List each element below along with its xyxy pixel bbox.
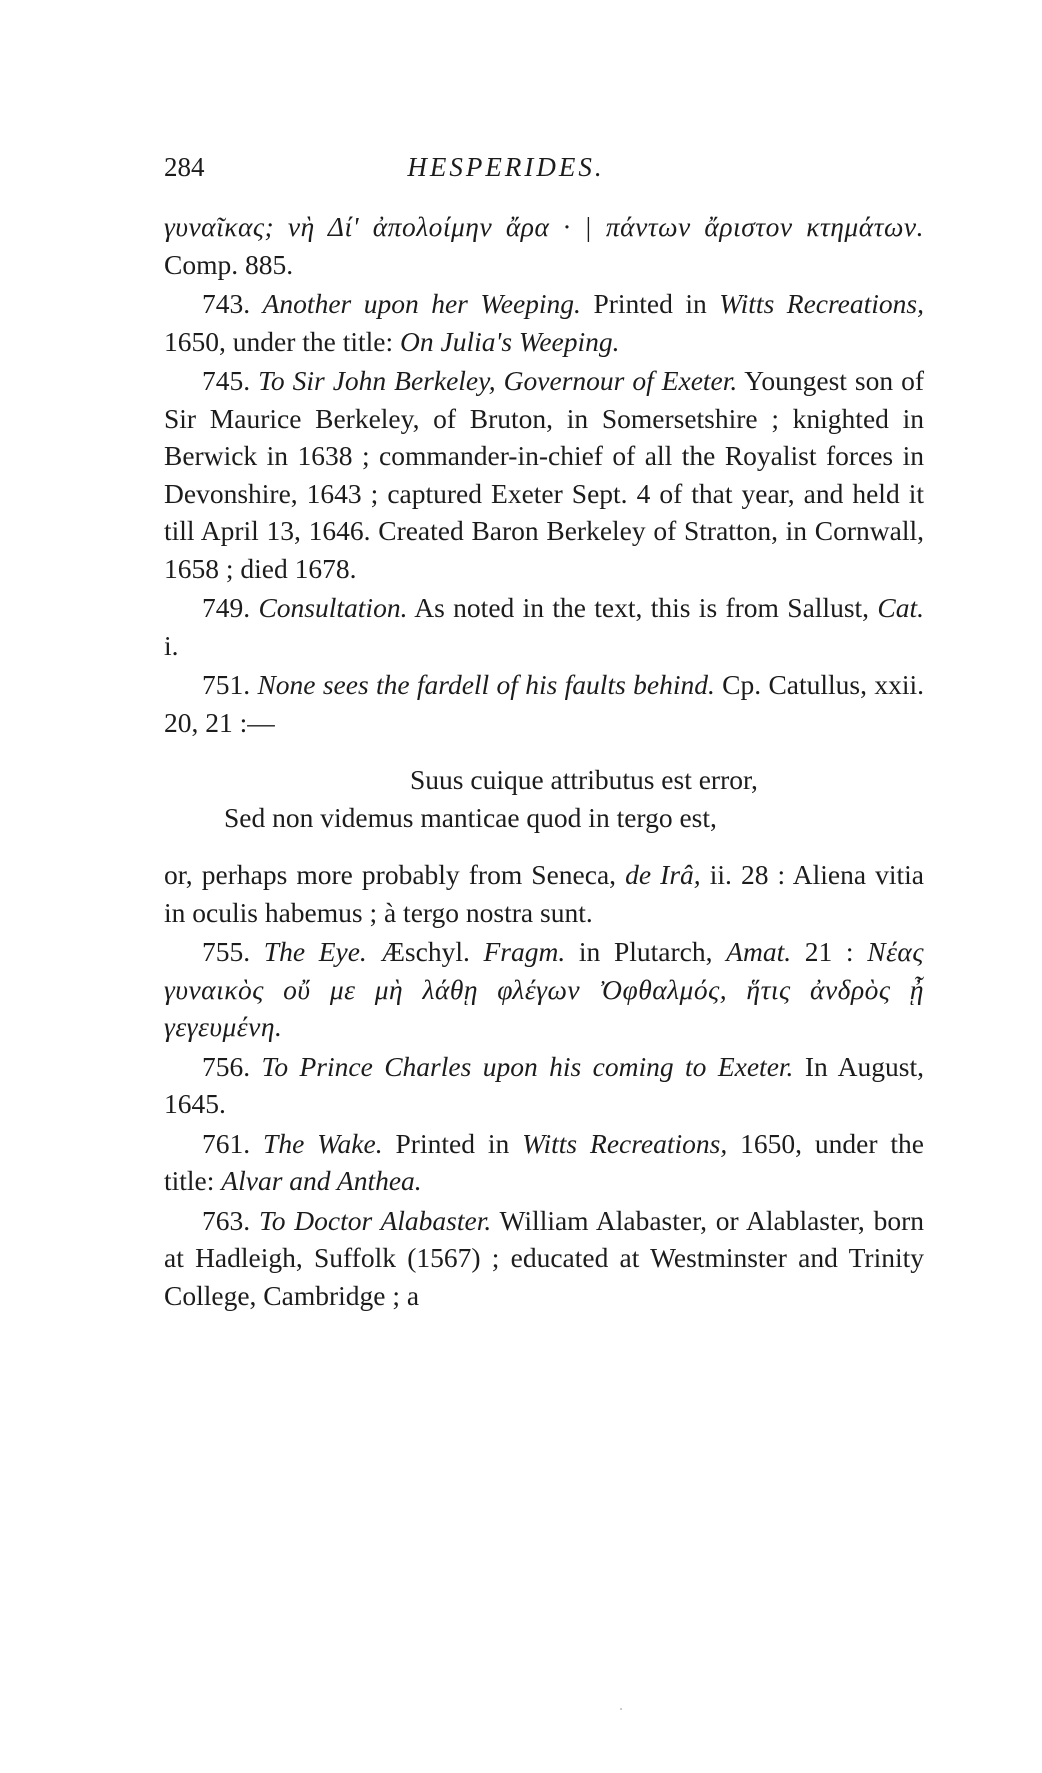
note-title: To Prince Charles upon his coming to Exeter.	[261, 1050, 794, 1082]
note-text: ii. 28 : Aliena vitia in oculis habemus ; à tergo nostra sunt.	[164, 859, 924, 928]
note-text: or, perhaps more probably from Seneca,	[164, 859, 626, 890]
note-number: 749.	[202, 592, 251, 623]
note-text: 1650, under the title:	[164, 325, 400, 357]
note-title: To Doctor Alabaster.	[258, 1204, 492, 1236]
reference: Fragm.	[483, 936, 566, 967]
source-title: Witts Recreations,	[719, 288, 924, 319]
reference: Cat.	[877, 592, 924, 623]
note-title: To Sir John Berkeley, Governour of Exeter.	[258, 365, 738, 396]
note-number: 743.	[202, 288, 251, 319]
verse-line: Sed non videmus manticae quod in tergo est,	[224, 801, 717, 833]
notes-body	[164, 208, 924, 1314]
note-number: 761.	[202, 1127, 251, 1159]
alternate-title: On Julia's Weeping.	[400, 325, 620, 357]
note-title: None sees the fardell of his faults behind.	[257, 669, 715, 700]
note-text: 21 :	[791, 936, 868, 967]
note-text: Printed in	[593, 288, 720, 319]
note-number: 763.	[202, 1204, 251, 1236]
alternate-title: Alvar and Anthea.	[221, 1165, 422, 1196]
page-header	[164, 152, 924, 192]
note-title: The Wake.	[263, 1127, 383, 1159]
note-text: In August, 1645.	[164, 1050, 924, 1119]
continuation-text: Comp. 885.	[164, 248, 294, 280]
note-title: Consultation.	[258, 592, 408, 623]
reference: de Irâ,	[625, 859, 701, 890]
greek-quotation: Νέας γυναικὸς οὔ με μὴ λάθῃ φλέγων Ὀφθαλμός, ἥτις ἀνδρὸς ᾖ γεγευμένη.	[164, 936, 925, 1042]
note-text: 1650, under the title:	[164, 1127, 925, 1196]
note-763	[164, 1202, 924, 1315]
continuation-paragraph	[164, 208, 924, 283]
note-number: 751.	[202, 669, 251, 700]
greek-quotation: γυναῖκας; νὴ Δί' ἀπολοίμην ἄρα · | πάντων ἄριστον κτημάτων.	[164, 211, 924, 242]
note-title: Another upon her Weeping.	[262, 288, 581, 319]
note-text: Cp. Catullus, xxii. 20, 21 :—	[164, 669, 924, 738]
page-number: 284	[164, 152, 205, 182]
note-751	[164, 666, 924, 741]
note-text: Youngest son of Sir Maurice Berkeley, of Bruton, in Somersetshire ; knighted in Berwick in 1638 ; commander-in-chief of all the Royalist forces in Devonshire, 1643 ; captured Exeter Sept. 4 of that year, and held it till April 13, 1646. Created Baron Berkeley of Stratton, in Cornwall, 1658 ; died 1678.	[164, 365, 925, 584]
note-743	[164, 285, 924, 360]
note-text: Printed in	[382, 1127, 523, 1159]
note-title: The Eye.	[263, 936, 367, 967]
note-number: 756.	[202, 1050, 251, 1082]
note-text: As noted in the text, this is from Sallust,	[407, 592, 878, 623]
verse-line: Suus cuique attributus est error,	[410, 764, 758, 795]
note-text: Æschyl.	[366, 936, 484, 967]
note-755	[164, 933, 924, 1046]
verse-quotation	[164, 761, 924, 836]
paper-speck	[620, 1708, 622, 1710]
source-title: Witts Recreations,	[522, 1127, 728, 1159]
note-number: 755.	[202, 936, 251, 967]
note-745	[164, 362, 924, 587]
note-text: i.	[164, 629, 179, 661]
note-number: 745.	[202, 365, 251, 396]
note-text: in Plutarch,	[565, 936, 727, 967]
after-verse-paragraph	[164, 856, 924, 931]
reference: Amat.	[726, 936, 792, 967]
note-text: William Alabaster, or Alablaster, born at Hadleigh, Suffolk (1567) ; educated at Westminster and Trinity College, Cambridge ; a	[164, 1204, 924, 1311]
note-749	[164, 589, 924, 664]
running-head: HESPERIDES.	[407, 152, 605, 182]
note-756	[164, 1048, 924, 1123]
note-761	[164, 1125, 924, 1200]
